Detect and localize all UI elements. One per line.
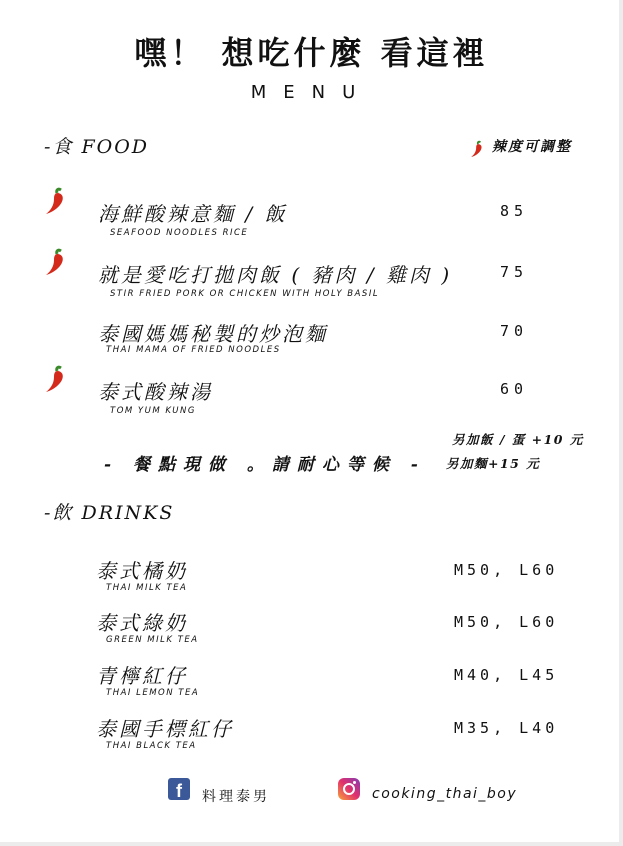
food-item xyxy=(0,198,623,258)
food-heading: -食 FOOD xyxy=(44,136,150,158)
drink-english-name: THAI BLACK TEA xyxy=(106,741,197,751)
menu-title: 嘿！ 想吃什麼 看這裡 xyxy=(134,34,489,72)
drink-price: M40, L45 xyxy=(454,666,559,684)
drink-price: M50, L60 xyxy=(454,561,559,579)
food-english-name: THAI MAMA OF FRIED NOODLES xyxy=(106,345,281,355)
chili-icon xyxy=(44,364,70,394)
drink-item xyxy=(0,607,623,657)
drink-item xyxy=(0,713,623,763)
wait-note: - 餐點現做 。請耐心等候 - xyxy=(104,455,426,475)
food-english-name: SEAFOOD NOODLES RICE xyxy=(110,228,249,238)
menu-subtitle: MENU xyxy=(250,82,373,103)
instagram-icon xyxy=(338,778,360,800)
food-item xyxy=(0,318,623,378)
chili-icon xyxy=(44,186,70,216)
drink-item xyxy=(0,555,623,605)
food-name: 就是愛吃打拋肉飯 ( 豬肉 / 雞肉 ) xyxy=(98,263,453,287)
drink-price: M35, L40 xyxy=(454,719,559,737)
spice-note: 辣度可調整 xyxy=(492,139,572,155)
drink-english-name: GREEN MILK TEA xyxy=(106,635,199,645)
addon-rice-egg: 另加飯 / 蛋 +10 元 xyxy=(452,432,584,447)
facebook-name: 料理泰男 xyxy=(202,789,270,805)
food-item xyxy=(0,259,623,319)
drink-name: 泰式橘奶 xyxy=(96,559,188,583)
food-price: 85 xyxy=(500,202,529,220)
drink-name: 泰國手標紅仔 xyxy=(96,717,234,741)
food-name: 海鮮酸辣意麵 / 飯 xyxy=(98,202,288,226)
food-price: 60 xyxy=(500,380,529,398)
instagram-name: cooking_thai_boy xyxy=(372,786,518,802)
food-item xyxy=(0,376,623,436)
page-edge-bottom xyxy=(0,842,623,846)
drink-english-name: THAI LEMON TEA xyxy=(106,688,200,698)
food-price: 75 xyxy=(500,263,529,281)
instagram-link[interactable] xyxy=(338,778,538,806)
food-price: 70 xyxy=(500,322,529,340)
food-name: 泰式酸辣湯 xyxy=(98,380,213,404)
drink-name: 青檸紅仔 xyxy=(96,664,188,688)
drink-item xyxy=(0,660,623,710)
drinks-heading: -飲 DRINKS xyxy=(44,502,175,524)
food-english-name: STIR FRIED PORK OR CHICKEN WITH HOLY BASIL xyxy=(110,289,380,299)
food-name: 泰國媽媽秘製的炒泡麵 xyxy=(98,322,328,346)
drink-price: M50, L60 xyxy=(454,613,559,631)
facebook-link[interactable] xyxy=(168,778,328,806)
facebook-icon: f xyxy=(168,778,190,800)
chili-icon xyxy=(44,247,70,277)
food-english-name: TOM YUM KUNG xyxy=(110,406,196,416)
chili-icon xyxy=(470,138,486,160)
drink-name: 泰式綠奶 xyxy=(96,611,188,635)
addon-noodle: 另加麵+15 元 xyxy=(446,456,541,471)
drink-english-name: THAI MILK TEA xyxy=(106,583,188,593)
